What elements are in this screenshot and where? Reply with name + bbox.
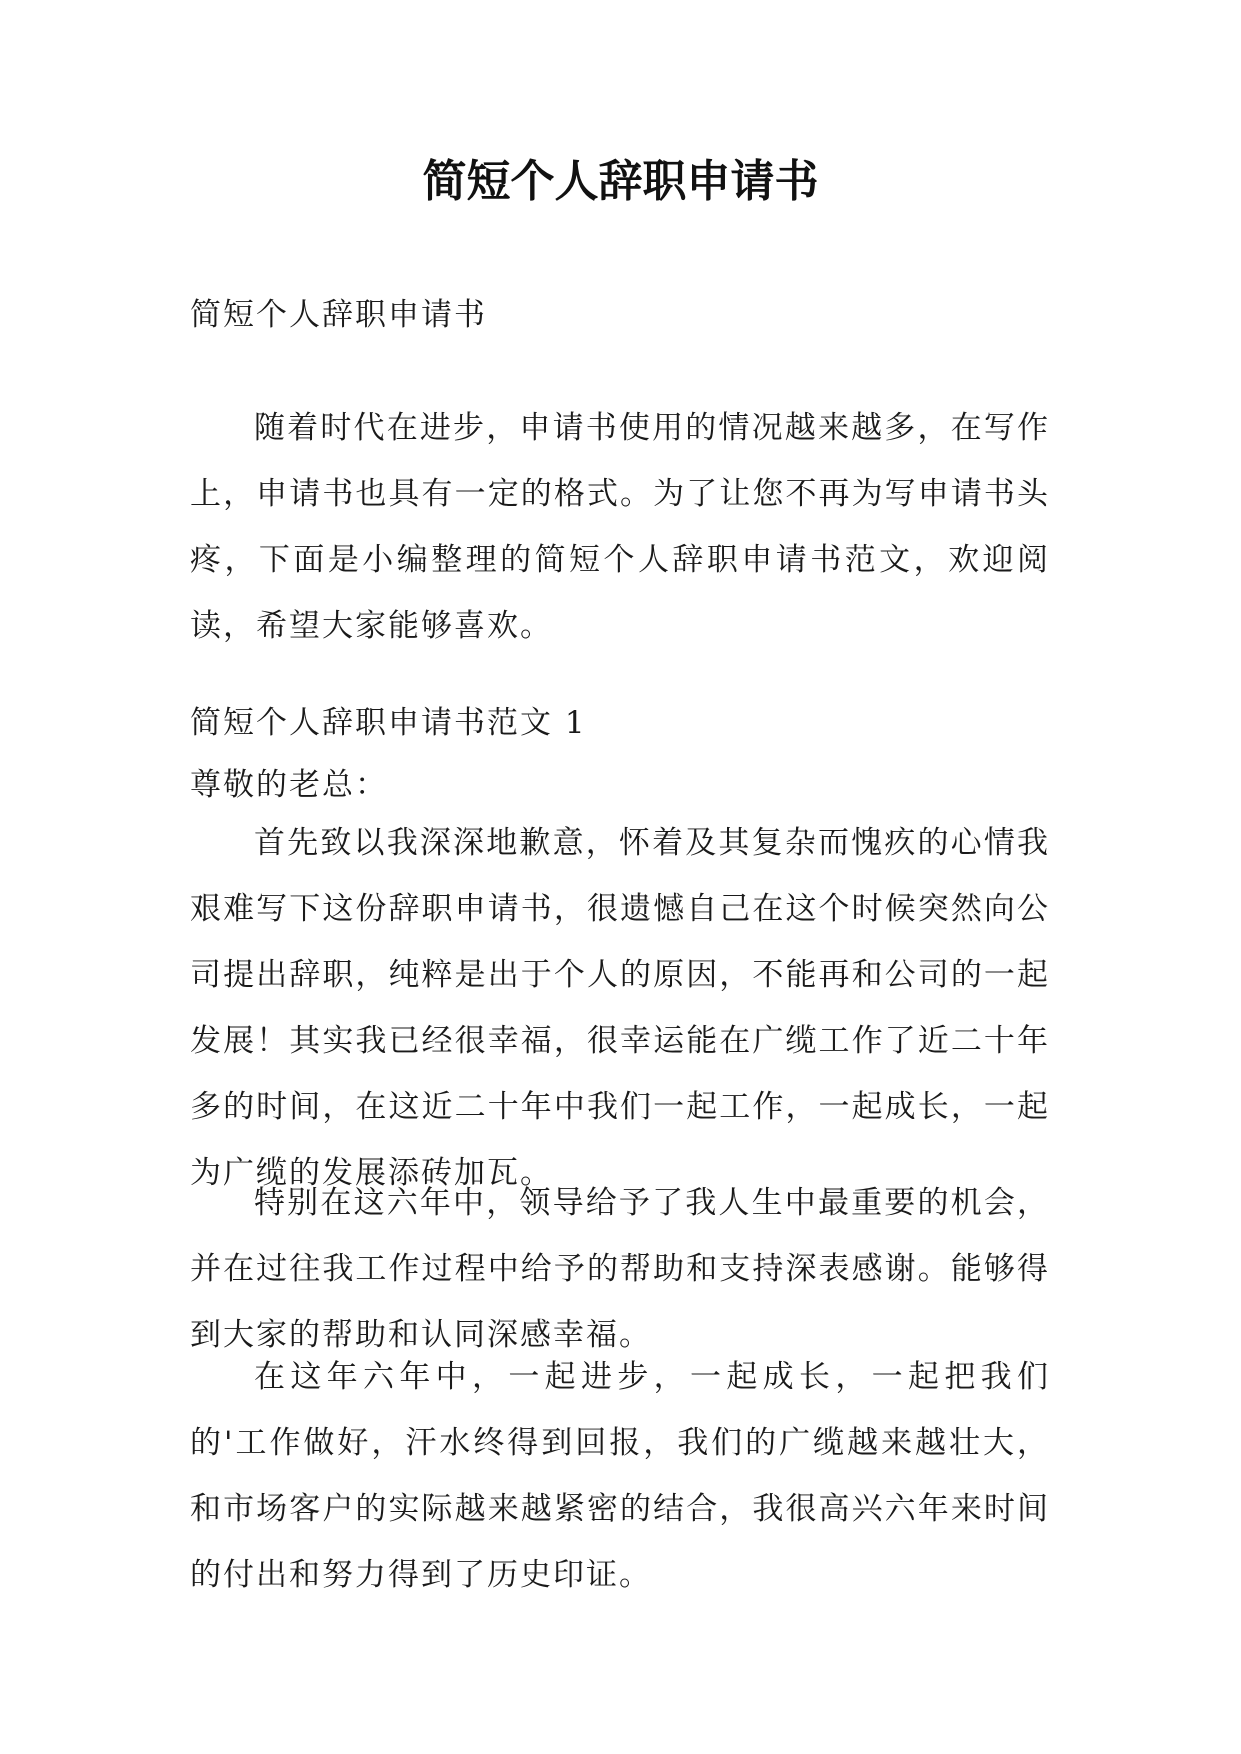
document-title: 简短个人辞职申请书 [422,156,819,207]
letter-paragraph-2: 特别在这六年中，领导给予了我人生中最重要的机会，并在过往我工作过程中给予的帮助和支持深表感谢。能够得到大家的帮助和认同深感幸福。 [190,1185,1050,1353]
section-heading: 简短个人辞职申请书范文 1 [190,705,587,741]
letter-paragraph-3: 在这年六年中，一起进步，一起成长，一起把我们的'工作做好，汗水终得到回报，我们的广缆越来越壮大，和市场客户的实际越来越紧密的结合，我很高兴六年来时间的付出和努力得到了历史印证。 [190,1359,1050,1593]
document-subtitle: 简短个人辞职申请书 [190,297,487,333]
letter-paragraph-1: 首先致以我深深地歉意，怀着及其复杂而愧疚的心情我艰难写下这份辞职申请书，很遗憾自己在这个时候突然向公司提出辞职，纯粹是出于个人的原因，不能再和公司的一起发展！其实我已经很幸福，很幸运能在广缆工作了近二十年多的时间，在这近二十年中我们一起工作，一起成长，一起为广缆的发展添砖加瓦。 [190,825,1050,1191]
intro-paragraph: 随着时代在进步，申请书使用的情况越来越多，在写作上，申请书也具有一定的格式。为了让您不再为写申请书头疼，下面是小编整理的简短个人辞职申请书范文，欢迎阅读，希望大家能够喜欢。 [190,410,1050,644]
letter-salutation: 尊敬的老总： [190,767,388,803]
